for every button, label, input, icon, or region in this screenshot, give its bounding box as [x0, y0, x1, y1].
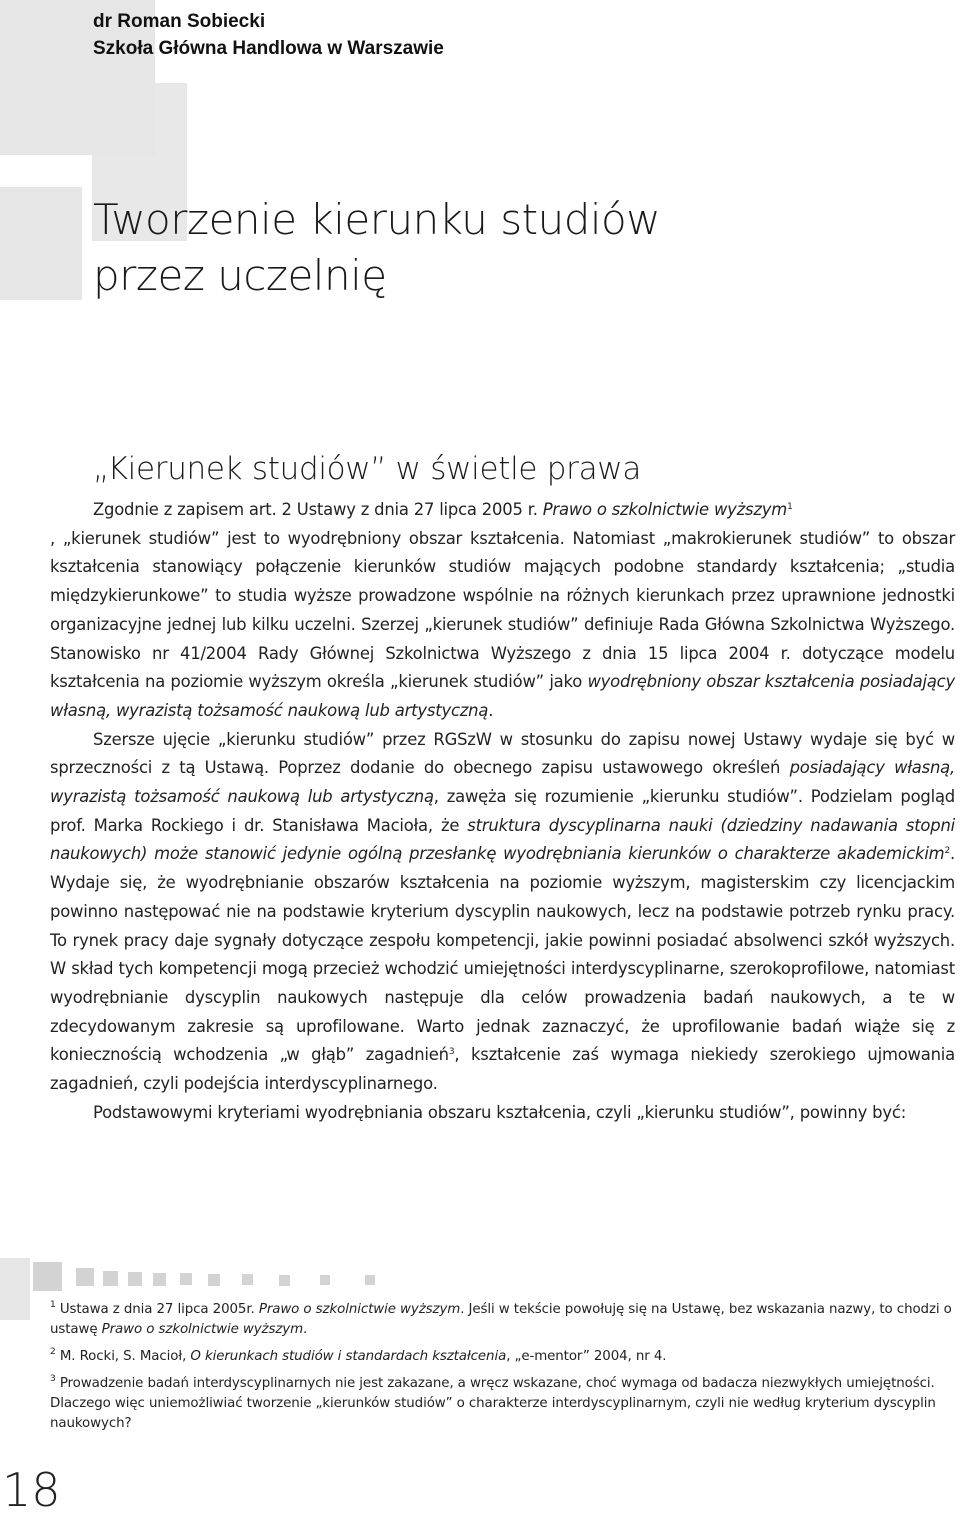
footnote-1-number: 1: [50, 1300, 56, 1310]
p1-text-a: Zgodnie z zapisem art. 2 Ustawy z dnia 27 lipca 2005 r.: [93, 500, 543, 519]
separator-square-1: [0, 1258, 30, 1320]
footnote-2-number: 2: [50, 1347, 56, 1357]
footnotes: [50, 1300, 955, 1441]
separator-square-7: [180, 1273, 192, 1285]
separator-square-4: [103, 1271, 118, 1286]
footnote-3: [50, 1374, 955, 1434]
footnote-3-text: Prowadzenie badań interdyscyplinarnych nie jest zakazane, a wręcz wskazane, choć wymaga od badacza niezwykłych umiejętności. Dlaczego więc uniemożliwiać tworzenie „kierunków studiów” o charakterze interdyscyplinarnym, czyli nie według kryterium dyscyplin naukowych?: [50, 1376, 936, 1431]
section-heading: „Kierunek studiów” w świetle prawa: [93, 451, 642, 487]
p2-text-c: , zawęża się rozumienie „kierunku studiów”. Podzielam pogląd prof. Marka Rockiego i dr. Stanisława Macioła, że: [50, 787, 955, 835]
p2-quote-italic: struktura dyscyplinarna nauki (dziedziny nadawania stopni naukowych) może stanowić jedynie ogólną przesłankę wyodrębniania kierunków o charakterze akademickim: [50, 815, 955, 864]
footnote-1-law-title-2: Prawo o szkolnictwie wyższym: [101, 1322, 304, 1337]
separator-square-2: [33, 1262, 62, 1291]
footnote-3-number: 3: [50, 1374, 56, 1384]
author-institution: Szkoła Główna Handlowa w Warszawie: [93, 38, 444, 59]
footnote-1-text-e: .: [303, 1322, 308, 1337]
footnote-ref-2[interactable]: 2: [944, 846, 950, 857]
separator-square-11: [320, 1275, 330, 1285]
p1-text-e: .: [488, 700, 494, 720]
separator-square-6: [153, 1273, 166, 1286]
footnote-1-text-a: Ustawa z dnia 27 lipca 2005r.: [59, 1302, 259, 1317]
footnote-separator: [0, 0, 400, 1325]
separator-square-12: [365, 1275, 375, 1285]
title-line-2: przez uczelnię: [93, 251, 387, 300]
paragraph-3: Podstawowymi kryteriami wyodrębniania obszaru kształcenia, czyli „kierunku studiów”, powinny być:: [93, 1102, 907, 1122]
separator-square-3: [76, 1268, 94, 1286]
footnote-2-article-title: O kierunkach studiów i standardach kształcenia: [190, 1349, 507, 1364]
p2-text-f: , kształcenie zaś wymaga niekiedy szerokiego ujmowania zagadnień, czyli podejścia interdyscyplinarnego.: [50, 1045, 955, 1094]
footnote-1-text-c: . Jeśli w tekście powołuję się na Ustawę, bez wskazania nazwy, to chodzi o ustawę: [50, 1302, 952, 1337]
footnote-1: [50, 1300, 955, 1340]
footnote-1-law-title: Prawo o szkolnictwie wyższym: [258, 1302, 461, 1317]
p1-definition-italic: wyodrębniony obszar kształcenia posiadający własną, wyrazistą tożsamość naukową lub artystyczną: [50, 672, 955, 720]
author-name: dr Roman Sobiecki: [93, 11, 266, 32]
p2-text-a: Szersze ujęcie „kierunku studiów” przez RGSzW w stosunku do zapisu nowej Ustawy wydaje się być w sprzeczności z tą Ustawą. Poprzez dodanie do obecnego zapisu ustawowego określeń: [50, 729, 955, 778]
footnote-2-authors: M. Rocki, S. Macioł,: [59, 1349, 191, 1364]
p1-law-title: Prawo o szkolnictwie wyższym: [542, 500, 788, 519]
p2-text-e: . Wydaje się, że wyodrębnianie obszarów kształcenia na poziomie wyższym, magisterskim czy licencjackim powinno następować nie na podstawie kryterium dyscyplin naukowych, lecz na podstawie potrzeb rynku pracy. To rynek pracy daje sygnały dotyczące zespołu kompetencji, jakie powinni posiadać absolwenci szkół wyższych. W skład tych kompetencji mogą przecież wchodzić umiejętności interdyscyplinarne, szerokoprofilowe, natomiast wyodrębnianie dyscyplin naukowych następuje dla celów prowadzenia badań naukowych, a te w zdecydowanym zakresie są uprofilowane. Warto jednak zaznaczyć, że uprofilowanie badań wiąże się z koniecznością wchodzenia „w głąb” zagadnień: [50, 844, 955, 1065]
separator-square-8: [208, 1274, 220, 1286]
footnote-ref-3[interactable]: 3: [448, 1047, 455, 1058]
p2-italic-b: posiadający własną, wyrazistą tożsamość naukową lub artystyczną: [50, 758, 956, 807]
footnote-ref-1[interactable]: 1: [787, 502, 793, 512]
page-number: 18: [2, 1463, 61, 1517]
footnote-2: [50, 1347, 955, 1367]
p1-text-c: , „kierunek studiów” jest to wyodrębniony obszar kształcenia. Natomiast „makrokierunek studiów” to obszar kształcenia stanowiący połączenie kierunków studiów mających podobne standardy kształcenia; „studia międzykierunkowe” to studia wyższe prowadzone wspólnie na różnych kierunkach przez uprawnione jednostki organizacyjne jednej lub kilku uczelni. Szerzej „kierunek studiów” definiuje Rada Główna Szkolnictwa Wyższego. Stanowisko nr 41/2004 Rady Głównej Szkolnictwa Wyższego z dnia 15 lipca 2004 r. dotyczące modelu kształcenia na poziomie wyższym określa „kierunek studiów” jako: [50, 528, 955, 692]
footnote-2-source: , „e-mentor” 2004, nr 4.: [506, 1349, 667, 1364]
title-line-1: Tworzenie kierunku studiów: [93, 195, 661, 244]
separator-square-5: [128, 1272, 142, 1286]
separator-square-10: [279, 1275, 290, 1286]
separator-square-9: [242, 1274, 253, 1285]
